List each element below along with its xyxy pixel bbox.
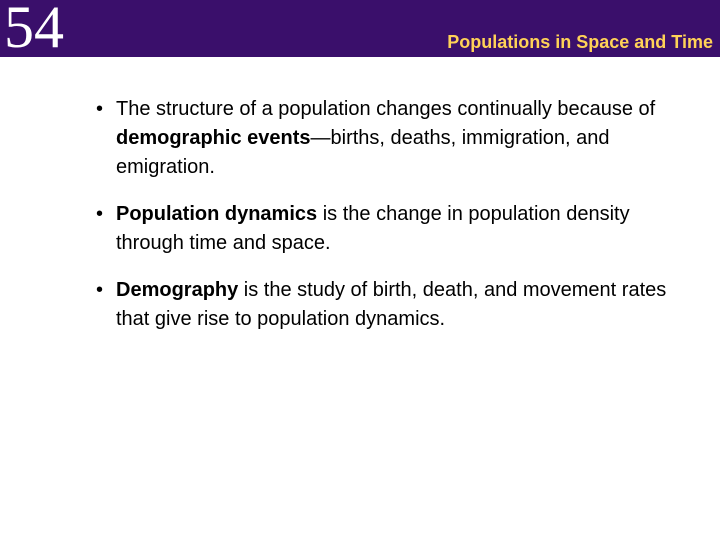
bullet-icon: • (96, 279, 104, 301)
slide-number: 54 (4, 0, 64, 60)
slide-title: Populations in Space and Time (447, 32, 713, 52)
bullet-text-post: is the study of birth, death, and movement rates that give rise to population dynamics. (116, 279, 667, 330)
bullet-icon: • (96, 98, 104, 120)
bullet-text-pre: The structure of a population changes continually because of (116, 98, 656, 120)
bullet-term: Demography (116, 279, 239, 301)
bullet-list (96, 95, 696, 352)
bullet-text-post: —births, deaths, immigration, and emigration. (116, 127, 610, 178)
bullet-item-demographic-events (96, 95, 696, 182)
bullet-term: Population dynamics (116, 203, 318, 225)
bullet-icon: • (96, 203, 104, 225)
bullet-item-demography (96, 276, 696, 334)
bullet-text-post: is the change in population density through time and space. (116, 203, 630, 254)
bullet-term: demographic events (116, 127, 311, 149)
bullet-item-population-dynamics (96, 200, 696, 258)
header-bar (0, 0, 720, 60)
